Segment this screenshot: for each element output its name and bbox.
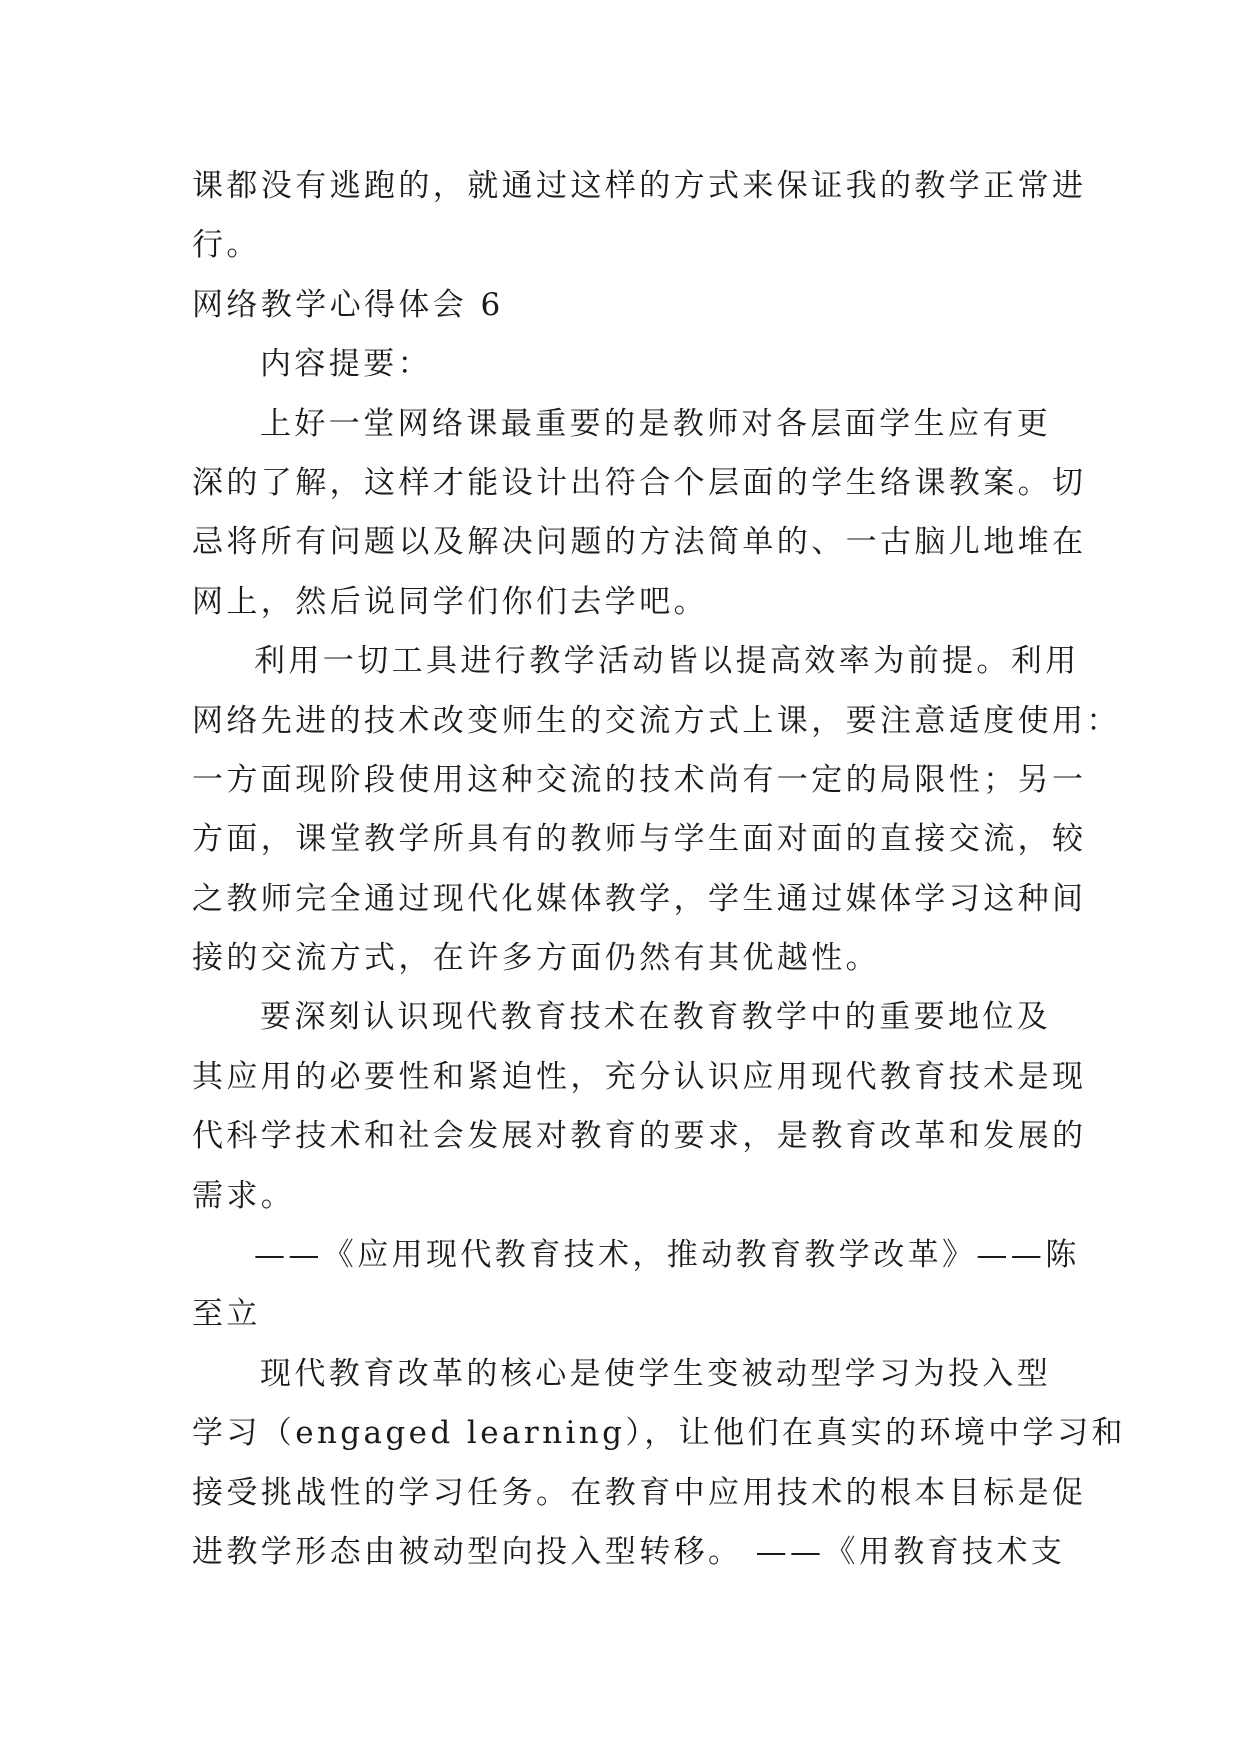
paragraph-line: 课都没有逃跑的，就通过这样的方式来保证我的教学正常进 [192, 168, 1087, 204]
section-heading: 网络教学心得体会 6 [192, 286, 504, 323]
paragraph-line: 深的了解，这样才能设计出符合个层面的学生络课教案。切 [192, 464, 1087, 501]
paragraph-line: 方面，课堂教学所具有的教师与学生面对面的直接交流，较 [192, 821, 1087, 858]
paragraph-line: 进教学形态由被动型向投入型转移。 ——《用教育技术支 [192, 1533, 1066, 1570]
paragraph-line: 网络先进的技术改变师生的交流方式上课，要注意适度使用： [192, 702, 1121, 739]
paragraph-line: 现代教育改革的核心是使学生变被动型学习为投入型 [260, 1355, 1052, 1392]
citation-line: 至立 [192, 1296, 261, 1333]
citation-line: ——《应用现代教育技术，推动教育教学改革》——陈 [254, 1237, 1080, 1274]
paragraph-line: 一方面现阶段使用这种交流的技术尚有一定的局限性；另一 [192, 761, 1087, 798]
paragraph-line: 利用一切工具进行教学活动皆以提高效率为前提。利用 [254, 643, 1080, 680]
paragraph-line: 网上，然后说同学们你们去学吧。 [192, 583, 708, 620]
document-body [192, 157, 1126, 1582]
paragraph-line: 需求。 [192, 1177, 296, 1214]
paragraph-line: 行。 [192, 227, 261, 264]
summary-label: 内容提要： [260, 346, 432, 383]
paragraph-line: 其应用的必要性和紧迫性，充分认识应用现代教育技术是现 [192, 1058, 1087, 1095]
paragraph-line: 要深刻认识现代教育技术在教育教学中的重要地位及 [260, 999, 1052, 1036]
paragraph-line: 忌将所有问题以及解决问题的方法简单的、一古脑儿地堆在 [192, 524, 1087, 561]
paragraph-line: 学习（engaged learning），让他们在真实的环境中学习和 [192, 1415, 1126, 1452]
paragraph-line: 代科学技术和社会发展对教育的要求，是教育改革和发展的 [192, 1118, 1087, 1155]
paragraph-line: 之教师完全通过现代化媒体教学，学生通过媒体学习这种间 [192, 880, 1087, 917]
paragraph-line: 上好一堂网络课最重要的是教师对各层面学生应有更 [260, 405, 1052, 442]
paragraph-line: 接受挑战性的学习任务。在教育中应用技术的根本目标是促 [192, 1474, 1087, 1511]
paragraph-line: 接的交流方式，在许多方面仍然有其优越性。 [192, 940, 880, 977]
